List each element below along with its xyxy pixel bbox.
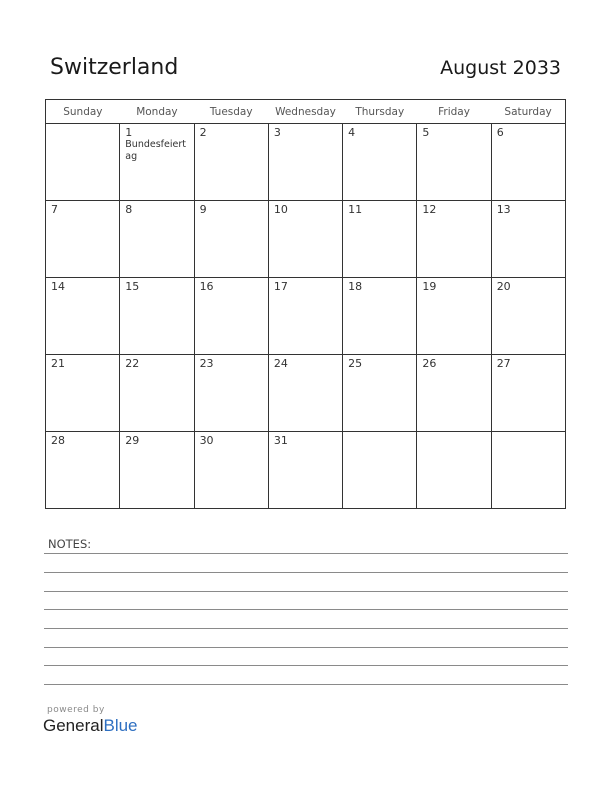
day-number: 20 [496, 280, 511, 293]
notes-line [44, 684, 568, 685]
notes-line [44, 591, 568, 592]
day-number: 23 [199, 357, 214, 370]
country-title: Switzerland [50, 55, 179, 80]
day-number: 25 [348, 357, 363, 370]
day-number: 21 [51, 357, 65, 370]
day-cell [417, 432, 491, 509]
day-cell [491, 201, 565, 278]
week-row [46, 278, 566, 355]
day-cell [268, 278, 342, 355]
day-cell [120, 124, 194, 201]
day-number: 19 [422, 280, 437, 293]
day-cell [268, 355, 342, 432]
day-number: 6 [496, 126, 504, 139]
weekday-wednesday: Wednesday [268, 100, 342, 124]
day-number: 4 [348, 126, 356, 139]
day-number: 15 [125, 280, 140, 293]
week-row [46, 355, 566, 432]
day-cell [268, 201, 342, 278]
day-cell [268, 432, 342, 509]
generalblue-logo [43, 716, 138, 736]
week-row [46, 201, 566, 278]
day-number: 2 [199, 126, 207, 139]
day-cell [491, 432, 565, 509]
week-row [46, 124, 566, 201]
notes-line [44, 572, 568, 573]
notes-line [44, 553, 568, 554]
day-number: 27 [496, 357, 511, 370]
day-cell [194, 124, 268, 201]
notes-line [44, 665, 568, 666]
day-number: 9 [199, 203, 207, 216]
day-number: 5 [422, 126, 430, 139]
day-number: 3 [273, 126, 281, 139]
weekday-monday: Monday [120, 100, 194, 124]
day-cell [491, 278, 565, 355]
day-cell [343, 278, 417, 355]
day-cell [194, 432, 268, 509]
weekday-thursday: Thursday [343, 100, 417, 124]
day-number: 26 [422, 357, 437, 370]
day-number: 7 [51, 203, 58, 216]
day-cell [194, 278, 268, 355]
day-cell [120, 432, 194, 509]
day-number: 10 [273, 203, 288, 216]
weekday-friday: Friday [417, 100, 491, 124]
powered-by-text: powered by [47, 705, 105, 715]
day-cell [417, 278, 491, 355]
week-row [46, 432, 566, 509]
day-cell [343, 124, 417, 201]
day-cell [46, 124, 120, 201]
holiday-label: Bundesfeiertag [125, 139, 186, 162]
day-number: 14 [51, 280, 65, 293]
day-number: 28 [51, 434, 65, 447]
day-cell [46, 201, 120, 278]
day-cell [194, 355, 268, 432]
day-cell [46, 432, 120, 509]
notes-line [44, 609, 568, 610]
logo-blue: Blue [103, 716, 138, 735]
day-number: 24 [273, 357, 288, 370]
day-number: 12 [422, 203, 437, 216]
month-year-title: August 2033 [440, 57, 561, 79]
day-cell [120, 278, 194, 355]
day-cell [343, 201, 417, 278]
day-cell [268, 124, 342, 201]
day-number: 11 [348, 203, 363, 216]
notes-line [44, 647, 568, 648]
day-number: 18 [348, 280, 363, 293]
day-cell [46, 355, 120, 432]
calendar-grid [45, 99, 566, 509]
day-number: 8 [125, 203, 133, 216]
day-number: 30 [199, 434, 214, 447]
weekday-sunday: Sunday [46, 100, 120, 124]
day-number: 31 [273, 434, 288, 447]
day-number: 1 [125, 126, 133, 139]
day-cell [120, 201, 194, 278]
day-number: 13 [496, 203, 511, 216]
day-cell [417, 201, 491, 278]
day-cell [491, 355, 565, 432]
day-cell [417, 355, 491, 432]
weekday-tuesday: Tuesday [194, 100, 268, 124]
weekday-header-row [46, 100, 566, 124]
notes-line [44, 628, 568, 629]
day-cell [343, 355, 417, 432]
day-number: 17 [273, 280, 288, 293]
day-cell [120, 355, 194, 432]
day-cell [46, 278, 120, 355]
day-number: 22 [125, 357, 140, 370]
day-cell [417, 124, 491, 201]
day-cell [194, 201, 268, 278]
weekday-saturday: Saturday [491, 100, 565, 124]
day-cell [491, 124, 565, 201]
day-cell [343, 432, 417, 509]
notes-label: NOTES: [48, 537, 92, 551]
day-number: 16 [199, 280, 214, 293]
logo-general: General [43, 716, 104, 735]
day-number: 29 [125, 434, 140, 447]
